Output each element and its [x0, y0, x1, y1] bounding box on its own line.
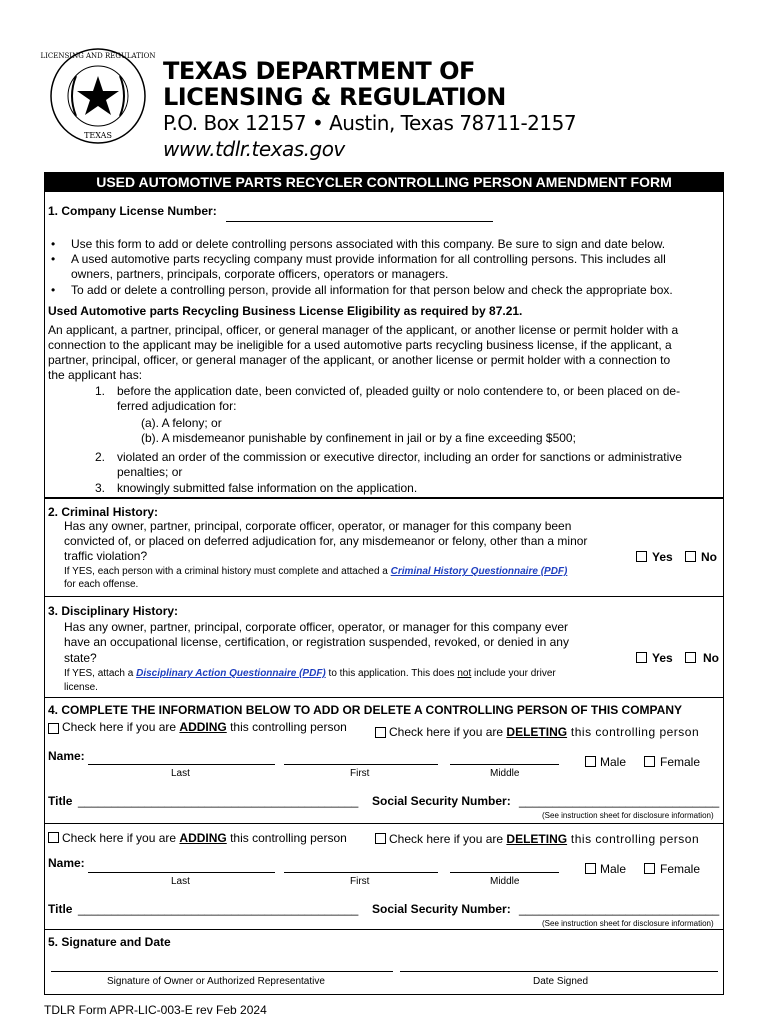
- deleting-label-pre: Check here if you are: [389, 832, 507, 846]
- male-checkbox-2[interactable]: [585, 863, 596, 874]
- deleting-keyword: DELETING: [506, 725, 568, 739]
- female-checkbox-1[interactable]: [644, 756, 655, 767]
- deleting-label-pre: Check here if you are: [389, 725, 507, 739]
- svg-text:TEXAS: TEXAS: [84, 131, 112, 140]
- form-number: TDLR Form APR-LIC-003-E rev Feb 2024: [44, 1003, 267, 1017]
- bullet-dot: •: [51, 283, 56, 297]
- disciplinary-no-checkbox[interactable]: [685, 652, 696, 663]
- signature-field[interactable]: [51, 971, 393, 972]
- item1-text: before the application date, been convicted of, pleaded guilty or nolo contendere to, or been placed on de-: [117, 384, 681, 398]
- item2-text: violated an order of the commission or executive director, including an order for sanctions or administrative: [117, 450, 682, 464]
- section5-label: 5. Signature and Date: [48, 935, 171, 949]
- bullet-2: A used automotive parts recycling company must provide information for all controlling persons. This includes all: [71, 252, 666, 266]
- eligibility-heading: Used Automotive parts Recycling Business License Eligibility as required by 87.21.: [48, 304, 523, 318]
- item1-sub-b: (b). A misdemeanor punishable by confinement in jail or by a fine exceeding $500;: [141, 431, 576, 445]
- org-address: P.O. Box 12157 • Austin, Texas 78711-2157: [163, 111, 577, 135]
- disciplinary-note-mid: to this application. This does: [325, 668, 458, 679]
- eligibility-para-4: the applicant has:: [48, 368, 143, 382]
- criminal-no-checkbox[interactable]: [685, 551, 696, 562]
- criminal-note-text: If YES, each person with a criminal history must complete and attached a: [64, 566, 391, 577]
- divider: [44, 497, 724, 499]
- criminal-yes-checkbox[interactable]: [636, 551, 647, 562]
- adding-label-post: this controlling person: [226, 720, 347, 734]
- date-signed-field[interactable]: [400, 971, 718, 972]
- item2-text-cont: penalties; or: [117, 465, 183, 479]
- divider: [44, 929, 724, 930]
- eligibility-para-3: partner, principal, officer, or general manager of the applicant, or another license or permit holder with a connection to: [48, 353, 671, 367]
- form-title: USED AUTOMOTIVE PARTS RECYCLER CONTROLLING PERSON AMENDMENT FORM: [44, 172, 724, 192]
- first-caption-2: First: [350, 876, 370, 887]
- male-label-1: Male: [600, 755, 627, 769]
- adding-label-pre: Check here if you are: [62, 831, 180, 845]
- item2-number: 2.: [95, 450, 106, 464]
- item1-number: 1.: [95, 384, 106, 398]
- last-caption-2: Last: [171, 876, 190, 887]
- middle-name-field-1[interactable]: [450, 764, 559, 765]
- middle-name-field-2[interactable]: [450, 872, 559, 873]
- female-label-1: Female: [660, 755, 701, 769]
- criminal-no-label: No: [701, 550, 717, 564]
- criminal-note: [64, 566, 567, 578]
- divider: [44, 697, 724, 698]
- disciplinary-note-cont: license.: [64, 682, 98, 693]
- adding-checkbox-2[interactable]: [48, 832, 59, 843]
- criminal-note-cont: for each offense.: [64, 579, 139, 590]
- disciplinary-note-end: include your driver: [471, 668, 556, 679]
- ssn-label-1: Social Security Number:: [372, 794, 511, 808]
- first-caption-1: First: [350, 768, 370, 779]
- signature-caption: Signature of Owner or Authorized Representative: [107, 976, 325, 987]
- deleting-label-2: [389, 832, 699, 847]
- date-signed-caption: Date Signed: [533, 976, 589, 987]
- disciplinary-question-2: have an occupational license, certification, or registration suspended, revoked, or denied in any: [64, 635, 569, 649]
- criminal-question-1: Has any owner, partner, principal, corporate officer, operator, or manager for this company been: [64, 519, 572, 533]
- bullet-2-cont: owners, partners, principals, corporate officers, operators or managers.: [71, 267, 449, 281]
- eligibility-para-2: connection to the applicant may be ineligible for a used automotive parts recycling business license, if the applicant, a: [48, 338, 672, 352]
- criminal-question-3: traffic violation?: [64, 549, 148, 563]
- section2-label: 2. Criminal History:: [48, 505, 159, 519]
- name-label-1: Name:: [48, 749, 85, 763]
- last-name-field-2[interactable]: [88, 872, 275, 873]
- disciplinary-note: [64, 668, 556, 680]
- divider: [44, 596, 724, 597]
- adding-checkbox-1[interactable]: [48, 723, 59, 734]
- name-label-2: Name:: [48, 856, 85, 870]
- deleting-label-1: [389, 725, 699, 740]
- criminal-yes-label: Yes: [652, 550, 673, 564]
- deleting-label-post: this controlling person: [567, 725, 700, 739]
- adding-label-1: [62, 720, 347, 735]
- adding-label-pre: Check here if you are: [62, 720, 180, 734]
- middle-caption-2: Middle: [490, 876, 520, 887]
- deleting-keyword: DELETING: [506, 832, 568, 846]
- middle-caption-1: Middle: [490, 768, 520, 779]
- last-name-field-1[interactable]: [88, 764, 275, 765]
- item3-number: 3.: [95, 481, 106, 495]
- ssn-field-2[interactable]: ______________________________: [519, 902, 720, 916]
- criminal-history-questionnaire-link[interactable]: Criminal History Questionnaire (PDF): [390, 566, 568, 577]
- disciplinary-note-not: not: [457, 668, 472, 679]
- disciplinary-question-1: Has any owner, partner, principal, corporate officer, operator, or manager for this company ever: [64, 620, 569, 634]
- item1-sub-a: (a). A felony; or: [141, 416, 222, 430]
- adding-keyword: ADDING: [179, 720, 227, 734]
- disciplinary-note-text: If YES, attach a: [64, 668, 137, 679]
- female-checkbox-2[interactable]: [644, 863, 655, 874]
- item1-text-cont: ferred adjudication for:: [117, 399, 237, 413]
- section1-label: 1. Company License Number:: [48, 204, 217, 218]
- first-name-field-2[interactable]: [284, 872, 438, 873]
- title-label-1: Title: [48, 794, 73, 808]
- divider: [44, 823, 724, 824]
- female-label-2: Female: [660, 862, 701, 876]
- disciplinary-action-questionnaire-link[interactable]: Disciplinary Action Questionnaire (PDF): [136, 668, 326, 679]
- disciplinary-yes-label: Yes: [652, 651, 673, 665]
- org-website[interactable]: www.tdlr.texas.gov: [163, 137, 345, 161]
- last-caption-1: Last: [171, 768, 190, 779]
- ssn-note-1: (See instruction sheet for disclosure information): [542, 811, 714, 820]
- item3-text: knowingly submitted false information on the application.: [117, 481, 418, 495]
- section3-label: 3. Disciplinary History:: [48, 604, 179, 618]
- org-name-line2: LICENSING & REGULATION: [163, 83, 506, 111]
- male-checkbox-1[interactable]: [585, 756, 596, 767]
- ssn-field-1[interactable]: ______________________________: [519, 794, 720, 808]
- disciplinary-yes-checkbox[interactable]: [636, 652, 647, 663]
- ssn-label-2: Social Security Number:: [372, 902, 511, 916]
- svg-text:LICENSING AND REGULATION: LICENSING AND REGULATION: [40, 52, 156, 60]
- adding-label-2: [62, 831, 347, 846]
- deleting-checkbox-1[interactable]: [375, 727, 386, 738]
- eligibility-para-1: An applicant, a partner, principal, officer, or general manager of the applicant, or another license or permit holder with a: [48, 323, 679, 337]
- ssn-note-2: (See instruction sheet for disclosure information): [542, 919, 714, 928]
- male-label-2: Male: [600, 862, 627, 876]
- first-name-field-1[interactable]: [284, 764, 438, 765]
- company-license-number-field[interactable]: [226, 221, 493, 222]
- adding-label-post: this controlling person: [226, 831, 347, 845]
- disciplinary-question-3: state?: [64, 651, 97, 665]
- section4-heading: 4. COMPLETE THE INFORMATION BELOW TO ADD OR DELETE A CONTROLLING PERSON OF THIS COMPANY: [48, 703, 683, 717]
- title-field-1[interactable]: __________________________________________: [78, 794, 359, 808]
- bullet-1: Use this form to add or delete controlling persons associated with this company. Be sure to sign and date below.: [71, 237, 666, 251]
- tdlr-seal: [40, 46, 156, 146]
- bullet-3: To add or delete a controlling person, provide all information for that person below and check the appropriate box.: [71, 283, 673, 297]
- title-label-2: Title: [48, 902, 73, 916]
- adding-keyword: ADDING: [179, 831, 227, 845]
- deleting-checkbox-2[interactable]: [375, 833, 386, 844]
- title-field-2[interactable]: __________________________________________: [78, 902, 359, 916]
- criminal-question-2: convicted of, or placed on deferred adjudication for, any misdemeanor or felony, other than a minor: [64, 534, 588, 548]
- deleting-label-post: this controlling person: [567, 832, 700, 846]
- bullet-dot: •: [51, 237, 56, 251]
- disciplinary-no-label: No: [703, 651, 719, 665]
- org-name-line1: TEXAS DEPARTMENT OF: [163, 57, 475, 85]
- bullet-dot: •: [51, 252, 56, 266]
